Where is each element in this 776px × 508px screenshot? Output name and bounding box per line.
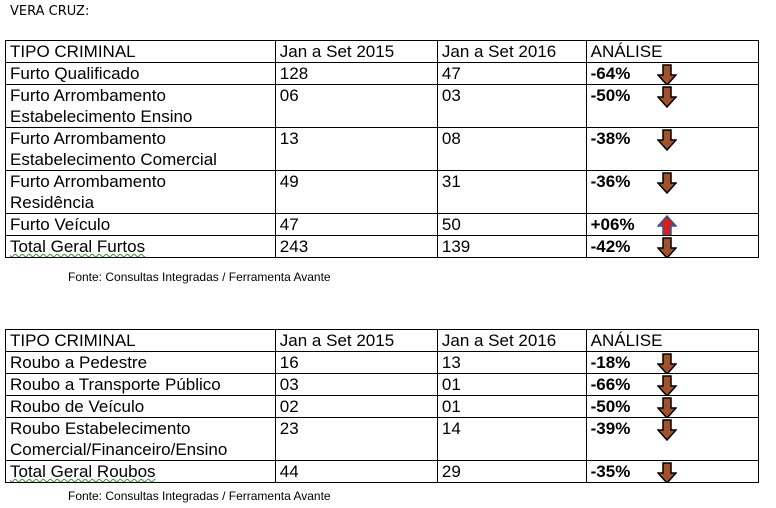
table-row — [6, 374, 759, 396]
crime-type-line: Roubo a Transporte Público — [10, 375, 221, 394]
analysis-value: -39% — [590, 419, 631, 438]
arrow-up-icon — [657, 215, 677, 236]
value-2015-cell: 49 — [275, 171, 437, 214]
roubos-table — [5, 329, 759, 483]
crime-type-line: Total Geral Furtos — [10, 237, 146, 256]
table-row — [6, 352, 759, 374]
value-2015-cell: 03 — [275, 374, 437, 396]
arrow-down-icon — [657, 462, 677, 483]
crime-type-line: Roubo Estabelecimento — [10, 419, 191, 438]
analysis-cell — [586, 236, 758, 258]
crime-type-cell — [6, 374, 276, 396]
analysis-value: -35% — [590, 462, 631, 481]
table-row — [6, 214, 759, 236]
furtos-source-note: Fonte: Consultas Integradas / Ferramenta Avante — [68, 270, 331, 284]
crime-type-cell — [6, 171, 276, 214]
header-2015: Jan a Set 2015 — [275, 41, 437, 63]
crime-type-line: Estabelecimento Comercial — [10, 150, 217, 169]
value-2016-cell: 50 — [437, 214, 586, 236]
analysis-cell — [586, 396, 758, 418]
table-row — [6, 396, 759, 418]
arrow-down-icon — [657, 397, 677, 418]
table-row — [6, 461, 759, 483]
analysis-cell — [586, 171, 758, 214]
header-2016: Jan a Set 2016 — [437, 330, 586, 352]
analysis-cell — [586, 63, 758, 85]
value-2016-cell: 14 — [437, 418, 586, 461]
crime-type-cell — [6, 461, 276, 483]
table-header-row — [6, 41, 759, 63]
analysis-cell — [586, 374, 758, 396]
header-analise: ANÁLISE — [586, 330, 758, 352]
crime-type-line: Residência — [10, 193, 95, 212]
value-2016-cell: 13 — [437, 352, 586, 374]
crime-type-cell — [6, 85, 276, 128]
arrow-down-icon — [657, 237, 677, 258]
header-tipo-criminal: TIPO CRIMINAL — [6, 41, 276, 63]
table-row — [6, 236, 759, 258]
analysis-cell — [586, 461, 758, 483]
value-2016-cell: 31 — [437, 171, 586, 214]
analysis-value: -18% — [590, 353, 631, 372]
value-2016-cell: 03 — [437, 85, 586, 128]
page-title: VERA CRUZ: — [10, 4, 90, 19]
analysis-cell — [586, 418, 758, 461]
crime-type-line: Total Geral Roubos — [10, 462, 156, 481]
arrow-down-icon — [657, 64, 677, 85]
table-row — [6, 85, 759, 128]
value-2016-cell: 01 — [437, 374, 586, 396]
table-row — [6, 63, 759, 85]
arrow-down-icon — [657, 375, 677, 396]
analysis-cell — [586, 85, 758, 128]
value-2016-cell: 47 — [437, 63, 586, 85]
analysis-cell — [586, 352, 758, 374]
crime-type-line: Roubo a Pedestre — [10, 353, 148, 372]
table-row — [6, 128, 759, 171]
crime-type-line: Furto Veículo — [10, 215, 111, 234]
crime-type-line: Comercial/Financeiro/Ensino — [10, 440, 228, 459]
analysis-value: +06% — [590, 215, 635, 234]
analysis-cell — [586, 214, 758, 236]
crime-type-line: Roubo de Veículo — [10, 397, 145, 416]
crime-type-cell — [6, 418, 276, 461]
arrow-down-icon — [657, 129, 677, 151]
arrow-down-icon — [657, 353, 677, 374]
crime-type-line: Furto Arrombamento — [10, 172, 166, 191]
value-2015-cell: 13 — [275, 128, 437, 171]
analysis-value: -50% — [590, 397, 631, 416]
value-2016-cell: 08 — [437, 128, 586, 171]
arrow-down-icon — [657, 419, 677, 441]
crime-type-cell — [6, 214, 276, 236]
roubos-source-note: Fonte: Consultas Integradas / Ferramenta Avante — [68, 489, 331, 503]
furtos-table — [5, 40, 759, 258]
value-2015-cell: 16 — [275, 352, 437, 374]
crime-type-line: Furto Arrombamento — [10, 129, 166, 148]
analysis-value: -38% — [590, 129, 631, 148]
value-2015-cell: 47 — [275, 214, 437, 236]
crime-type-line: Furto Qualificado — [10, 64, 140, 83]
value-2015-cell: 243 — [275, 236, 437, 258]
crime-type-cell — [6, 396, 276, 418]
analysis-value: -66% — [590, 375, 631, 394]
value-2015-cell: 02 — [275, 396, 437, 418]
value-2016-cell: 139 — [437, 236, 586, 258]
crime-type-cell — [6, 63, 276, 85]
analysis-value: -64% — [590, 64, 631, 83]
arrow-down-icon — [657, 86, 677, 108]
value-2015-cell: 06 — [275, 85, 437, 128]
value-2015-cell: 128 — [275, 63, 437, 85]
value-2016-cell: 29 — [437, 461, 586, 483]
table-header-row — [6, 330, 759, 352]
header-tipo-criminal: TIPO CRIMINAL — [6, 330, 276, 352]
crime-type-cell — [6, 128, 276, 171]
table-row — [6, 418, 759, 461]
table-row — [6, 171, 759, 214]
value-2015-cell: 23 — [275, 418, 437, 461]
crime-type-cell — [6, 352, 276, 374]
analysis-value: -42% — [590, 237, 631, 256]
crime-type-cell — [6, 236, 276, 258]
arrow-down-icon — [657, 172, 677, 194]
analysis-cell — [586, 128, 758, 171]
header-2016: Jan a Set 2016 — [437, 41, 586, 63]
value-2015-cell: 44 — [275, 461, 437, 483]
crime-type-line: Estabelecimento Ensino — [10, 107, 193, 126]
header-2015: Jan a Set 2015 — [275, 330, 437, 352]
analysis-value: -36% — [590, 172, 631, 191]
crime-type-line: Furto Arrombamento — [10, 86, 166, 105]
header-analise: ANÁLISE — [586, 41, 758, 63]
analysis-value: -50% — [590, 86, 631, 105]
value-2016-cell: 01 — [437, 396, 586, 418]
